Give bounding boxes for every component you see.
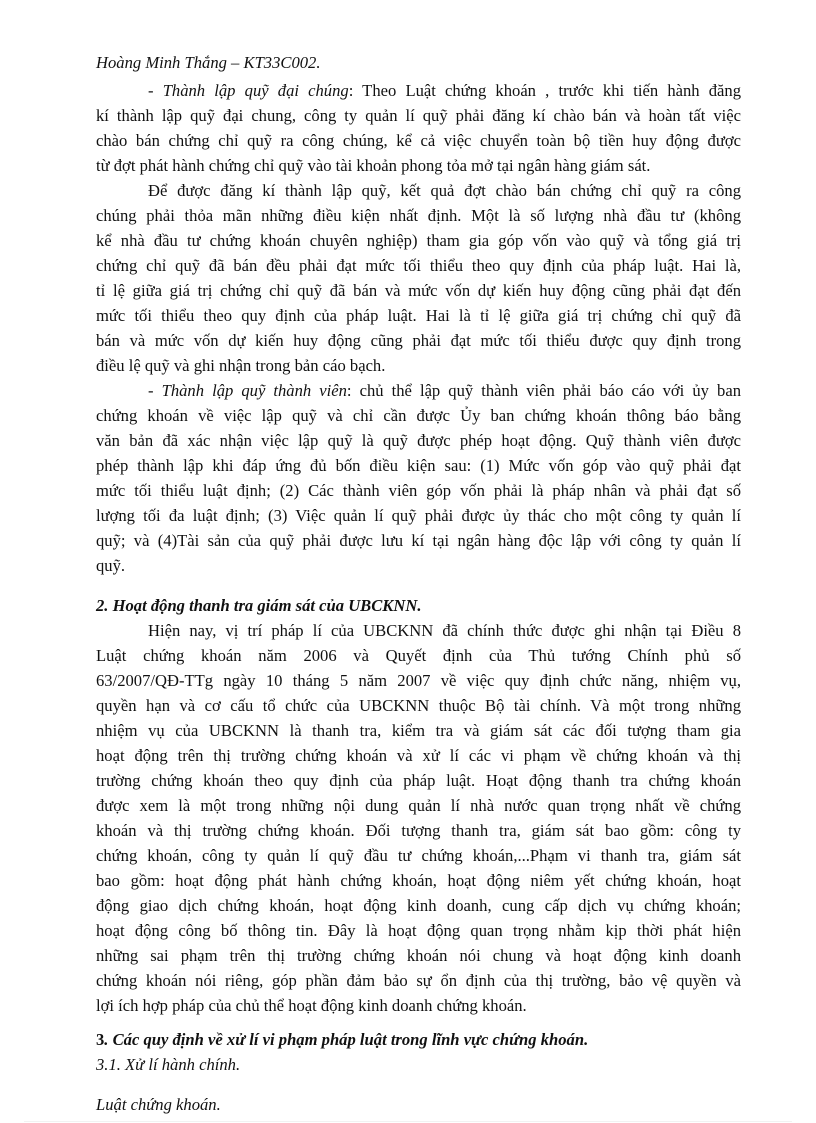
paragraph-2-line-7: bán và mức vốn dự kiến huy động cũng phải đạt mức tối thiểu được quy định trong: [96, 331, 741, 350]
paragraph-3-lead: - Thành lập quỹ thành viên: [148, 381, 347, 400]
paragraph-2-line-2: chúng phải thỏa mãn những điều kiện nhất định. Một là số lượng nhà đầu tư (không: [96, 206, 741, 225]
paragraph-3-line-5: mức tối thiểu luật định; (2) Các thành viên góp vốn phải là pháp nhân và phải đạt số: [96, 481, 741, 500]
page-bottom-edge: [24, 1121, 792, 1122]
paragraph-2-line-6: mức tối thiểu theo quy định của pháp luật. Hai là tỉ lệ giữa giá trị chứng chỉ quỹ đã: [96, 306, 741, 325]
section-2-line-9: khoán và thị trường chứng khoán. Đối tượng thanh tra, giám sát bao gồm: công ty: [96, 821, 741, 840]
paragraph-1-text: : Theo Luật chứng khoán , trước khi tiến hành đăng: [348, 81, 741, 100]
paragraph-3-line-8: quỹ.: [96, 556, 126, 575]
section-2-line-15: chứng khoán nói riêng, góp phần đảm bảo sự ổn định của thị trường, bảo vệ quyền và: [96, 971, 741, 990]
paragraph-3-line-2: chứng khoán về việc lập quỹ và chỉ cần được Ủy ban chứng khoán thông báo bằng: [96, 406, 741, 425]
section-2-line-11: bao gồm: hoạt động phát hành chứng khoán, hoạt động niêm yết chứng khoán, hoạt: [96, 871, 741, 890]
section-2-line-2: Luật chứng khoán năm 2006 và Quyết định của Thủ tướng Chính phủ số: [96, 646, 741, 665]
section-3-number: 3: [96, 1030, 105, 1049]
paragraph-3-line-4: phép thành lập khi đáp ứng đủ bốn điều kiện sau: (1) Mức vốn góp vào quỹ phải đạt: [96, 456, 741, 475]
paragraph-3-line-6: lượng tối đa luật định; (3) Việc quản lí quỹ phải được ủy thác cho một công ty quản lí: [96, 506, 741, 525]
section-2-line-5: nhiệm vụ của UBCKNN là thanh tra, kiểm tra và giám sát các đối tượng tham gia: [96, 721, 741, 740]
section-2-line-7: trường chứng khoán theo quy định của pháp luật. Hoạt động thanh tra chứng khoán: [96, 771, 741, 790]
paragraph-3-text: : chủ thể lập quỹ thành viên phải báo cáo với ủy ban: [346, 381, 741, 400]
paragraph-2-line-8: điều lệ quỹ và ghi nhận trong bản cáo bạch.: [96, 356, 386, 375]
section-2-line-10: chứng khoán, công ty quản lí quỹ đầu tư chứng khoán,...Phạm vi thanh tra, giám sát: [96, 846, 741, 865]
section-2-line-8: được xem là một trong những nội dung quản lí nhà nước quan trọng nhất về chứng: [96, 796, 741, 815]
subsection-3-1-heading: 3.1. Xử lí hành chính.: [96, 1055, 241, 1074]
paragraph-2-line-4: chứng chỉ quỹ đã bán đều phải đạt mức tối thiểu theo quy định của pháp luật. Hai là,: [96, 256, 741, 275]
section-3-title: . Các quy định về xử lí vi phạm pháp luật trong lĩnh vực chứng khoán.: [104, 1030, 589, 1049]
section-2-line-16: lợi ích hợp pháp của chủ thể hoạt động kinh doanh chứng khoán.: [96, 996, 527, 1015]
paragraph-1-line-3: chào bán chứng chỉ quỹ ra công chúng, kể cả việc chuyển toàn bộ tiền huy động được: [96, 131, 741, 150]
section-2-line-14: những sai phạm trên thị trường chứng khoán nói chung và hoạt động kinh doanh: [96, 946, 741, 965]
paragraph-2-line-1: Để được đăng kí thành lập quỹ, kết quả đợt chào bán chứng chỉ quỹ ra công: [148, 181, 741, 200]
author-line: Hoàng Minh Thắng – KT33C002.: [96, 53, 321, 72]
section-2-heading: 2. Hoạt động thanh tra giám sát của UBCKNN.: [96, 596, 422, 615]
section-2-line-1: Hiện nay, vị trí pháp lí của UBCKNN đã chính thức được ghi nhận tại Điều 8: [148, 621, 741, 640]
paragraph-1-line-2: kí thành lập quỹ đại chung, công ty quản lí quỹ phải đăng kí chào bán và hoàn tất việc: [96, 106, 741, 125]
paragraph-1-line-4: từ đợt phát hành chứng chỉ quỹ vào tài khoản phong tỏa mở tại ngân hàng giám sát.: [96, 156, 651, 175]
section-2-line-13: hoạt động công bố thông tin. Đây là hoạt động quan trọng nhằm kịp thời phát hiện: [96, 921, 741, 940]
paragraph-3-line-1: [148, 383, 741, 400]
paragraph-1-lead: - Thành lập quỹ đại chúng: [148, 81, 349, 100]
paragraph-2-line-3: kể nhà đầu tư chứng khoán chuyên nghiệp) tham gia góp vốn vào quỹ và tổng giá trị: [96, 231, 741, 250]
section-2-line-3: 63/2007/QĐ-TTg ngày 10 tháng 5 năm 2007 về việc quy định chức năng, nhiệm vụ,: [96, 671, 741, 690]
paragraph-3-line-7: quỹ; và (4)Tài sản của quỹ phải được lưu kí tại ngân hàng độc lập với công ty quản lí: [96, 531, 741, 550]
section-2-line-12: động giao dịch chứng khoán, hoạt động kinh doanh, cung cấp dịch vụ chứng khoán;: [96, 896, 741, 915]
section-2-line-6: hoạt động trên thị trường chứng khoán và xử lí các vi phạm về chứng khoán và thị: [96, 746, 741, 765]
section-2-line-4: quyền hạn và cơ cấu tổ chức của UBCKNN thuộc Bộ tài chính. Và một trong những: [96, 696, 741, 715]
law-reference: Luật chứng khoán.: [96, 1095, 221, 1114]
paragraph-2-line-5: tỉ lệ giữa giá trị chứng chỉ quỹ đã bán và mức vốn dự kiến huy động cũng phải đạt đến: [96, 281, 741, 300]
paragraph-3-line-3: văn bản đã xác nhận việc lập quỹ là quỹ được phép hoạt động. Quỹ thành viên được: [96, 431, 741, 450]
section-3-heading: [96, 1032, 588, 1049]
paragraph-1-line-1: [148, 83, 741, 100]
